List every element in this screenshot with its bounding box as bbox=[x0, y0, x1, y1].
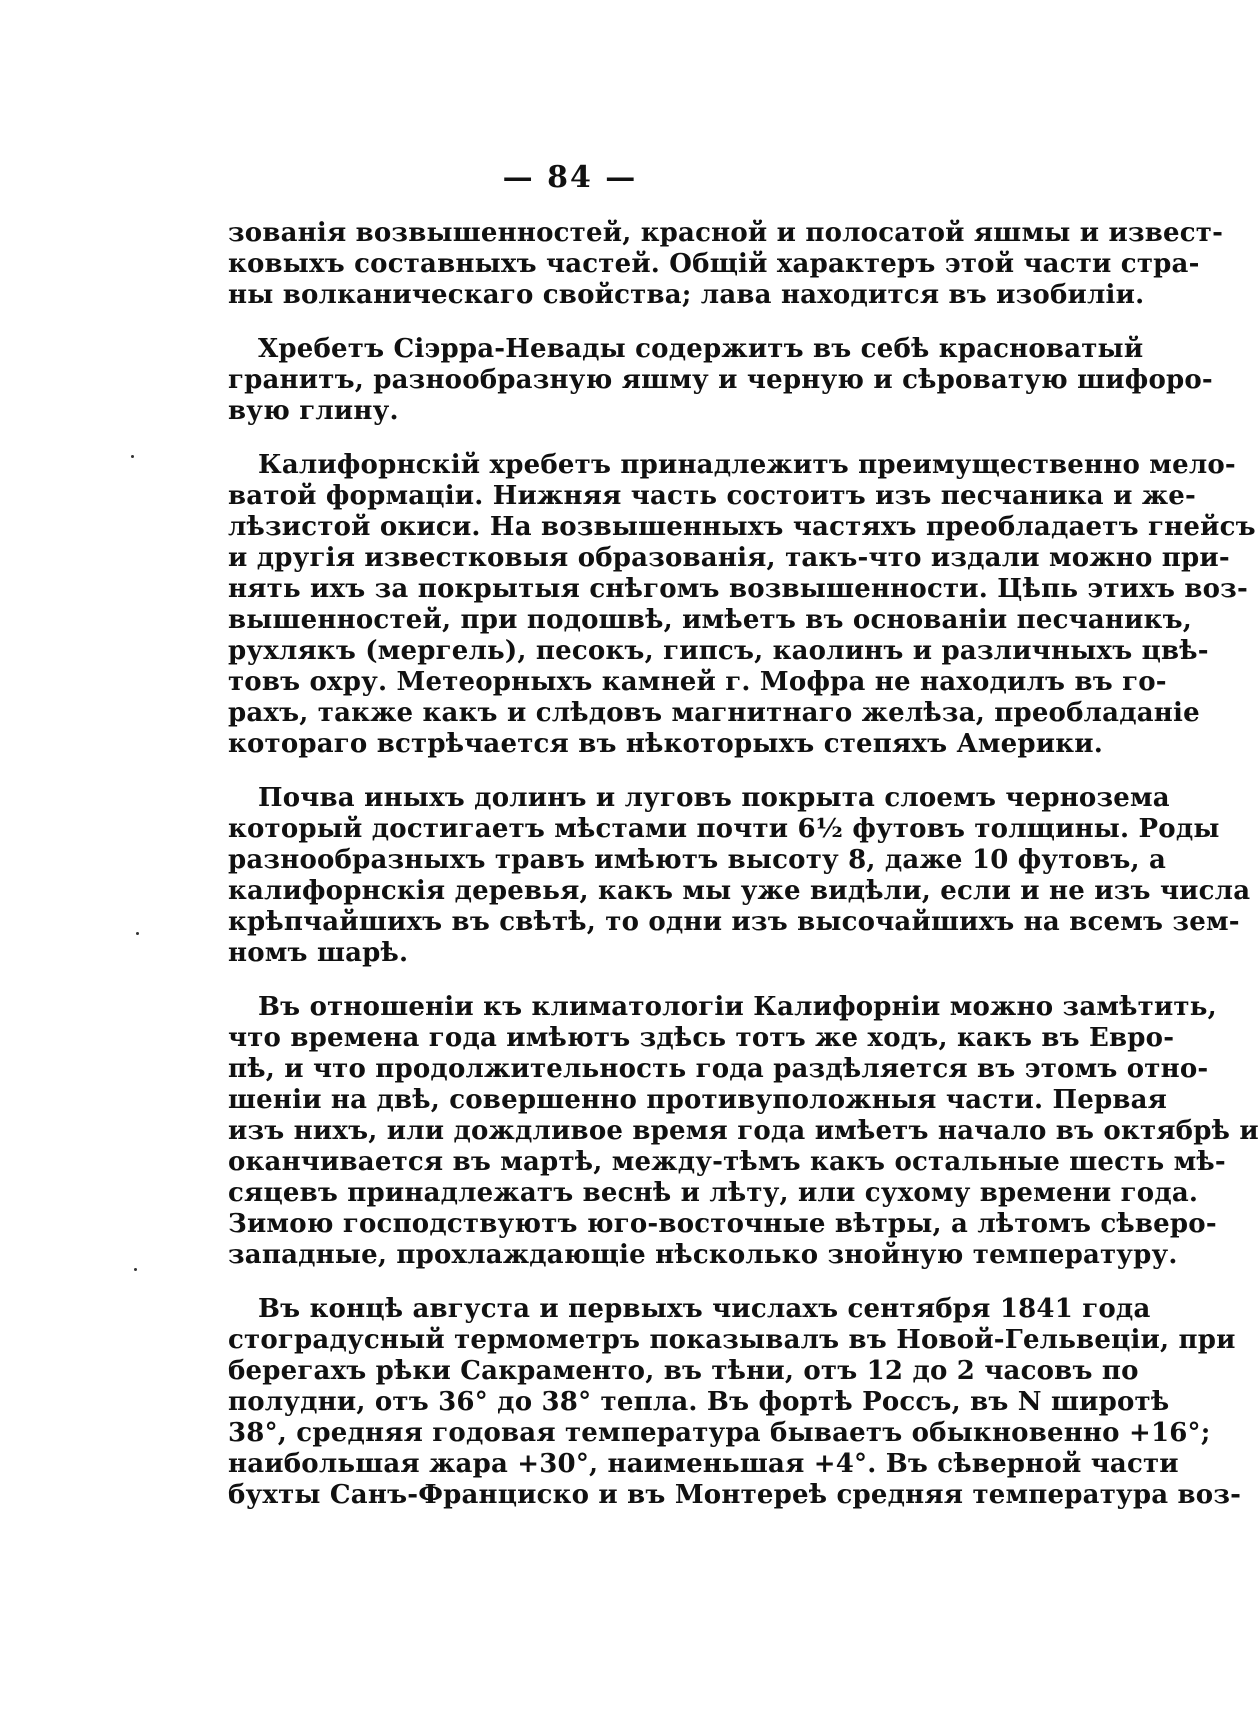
text-line: котораго встрѣчается въ нѣкоторыхъ степяхъ Америки. bbox=[228, 729, 1103, 759]
text-line: стоградусный термометръ показывалъ въ Новой-Гельвеціи, при bbox=[228, 1325, 1236, 1355]
print-speck bbox=[134, 1268, 137, 1271]
text-line: изъ нихъ, или дождливое время года имѣетъ начало въ октябрѣ и bbox=[228, 1116, 1259, 1146]
text-line: 38°, средняя годовая температура бываетъ обыкновенно +16°; bbox=[228, 1418, 1211, 1448]
text-line: рахъ, также какъ и слѣдовъ магнитнаго желѣза, преобладаніе bbox=[228, 698, 1200, 728]
text-line: лѣзистой окиси. На возвышенныхъ частяхъ преобладаетъ гнейсъ bbox=[228, 512, 1256, 542]
text-line: товъ охру. Метеорныхъ камней г. Мофра не находилъ въ го- bbox=[228, 667, 1167, 697]
text-line: вую глину. bbox=[228, 396, 399, 426]
text-line: что времена года имѣютъ здѣсь тотъ же ходъ, какъ въ Евро- bbox=[228, 1023, 1175, 1053]
text-line: Зимою господствуютъ юго-восточные вѣтры, а лѣтомъ сѣверо- bbox=[228, 1209, 1217, 1239]
text-line: западные, прохлаждающіе нѣсколько знойную температуру. bbox=[228, 1240, 1178, 1270]
text-line: крѣпчайшихъ въ свѣтѣ, то одни изъ высочайшихъ на всемъ зем- bbox=[228, 907, 1240, 937]
text-line: наибольшая жара +30°, наименьшая +4°. Въ сѣверной части bbox=[228, 1449, 1179, 1479]
text-line: Почва иныхъ долинъ и луговъ покрыта слоемъ чернозема bbox=[258, 783, 1170, 813]
print-speck bbox=[131, 455, 134, 458]
text-line: ватой формаціи. Нижняя часть состоитъ изъ песчаника и же- bbox=[228, 481, 1197, 511]
text-line: шеніи на двѣ, совершенно противуположныя части. Первая bbox=[228, 1085, 1168, 1115]
text-line: пѣ, и что продолжительность года раздѣляется въ этомъ отно- bbox=[228, 1054, 1209, 1084]
text-line: зованія возвышенностей, красной и полосатой яшмы и извест- bbox=[228, 218, 1224, 248]
text-line: Въ отношеніи къ климатологіи Калифорніи можно замѣтить, bbox=[258, 992, 1217, 1022]
text-line: и другія известковыя образованія, такъ-что издали можно при- bbox=[228, 543, 1230, 573]
text-line: ны волканическаго свойства; лава находится въ изобиліи. bbox=[228, 280, 1145, 310]
text-line: ковыхъ составныхъ частей. Общій характеръ этой части стра- bbox=[228, 249, 1200, 279]
paragraph bbox=[228, 334, 1213, 427]
text-line: вышенностей, при подошвѣ, имѣетъ въ основаніи песчаникъ, bbox=[228, 605, 1192, 635]
text-line: рухлякъ (мергель), песокъ, гипсъ, каолинъ и различныхъ цвѣ- bbox=[228, 636, 1209, 666]
text-line: гранитъ, разнообразную яшму и черную и сѣроватую шифоро- bbox=[228, 365, 1213, 395]
text-line: берегахъ рѣки Сакраменто, въ тѣни, отъ 12 до 2 часовъ по bbox=[228, 1356, 1139, 1386]
paragraph bbox=[228, 992, 1259, 1271]
text-line: полудни, отъ 36° до 38° тепла. Въ фортѣ Россъ, въ N широтѣ bbox=[228, 1387, 1170, 1417]
text-line: сяцевъ принадлежатъ веснѣ и лѣту, или сухому времени года. bbox=[228, 1178, 1199, 1208]
body-text bbox=[228, 218, 1259, 1534]
text-line: Въ концѣ августа и первыхъ числахъ сентября 1841 года bbox=[258, 1294, 1151, 1324]
text-line: Хребетъ Сіэрра-Невады содержитъ въ себѣ красноватый bbox=[258, 334, 1144, 364]
page-number: — 84 — bbox=[502, 160, 638, 195]
text-line: оканчивается въ мартѣ, между-тѣмъ какъ остальные шесть мѣ- bbox=[228, 1147, 1226, 1177]
paragraph bbox=[228, 218, 1224, 311]
paragraph bbox=[228, 783, 1251, 969]
paragraph bbox=[228, 1294, 1242, 1511]
text-line: нять ихъ за покрытыя снѣгомъ возвышенности. Цѣпь этихъ воз- bbox=[228, 574, 1248, 604]
print-speck bbox=[136, 932, 139, 935]
text-line: разнообразныхъ травъ имѣютъ высоту 8, даже 10 футовъ, а bbox=[228, 845, 1167, 875]
text-line: который достигаетъ мѣстами почти 6½ футовъ толщины. Роды bbox=[228, 814, 1220, 844]
text-line: Калифорнскій хребетъ принадлежитъ преимущественно мело- bbox=[258, 450, 1236, 480]
text-line: калифорнскія деревья, какъ мы уже видѣли, если и не изъ числа bbox=[228, 876, 1251, 906]
text-line: бухты Санъ-Франциско и въ Монтереѣ средняя температура воз- bbox=[228, 1480, 1242, 1510]
paragraph bbox=[228, 450, 1256, 760]
text-line: номъ шарѣ. bbox=[228, 938, 409, 968]
